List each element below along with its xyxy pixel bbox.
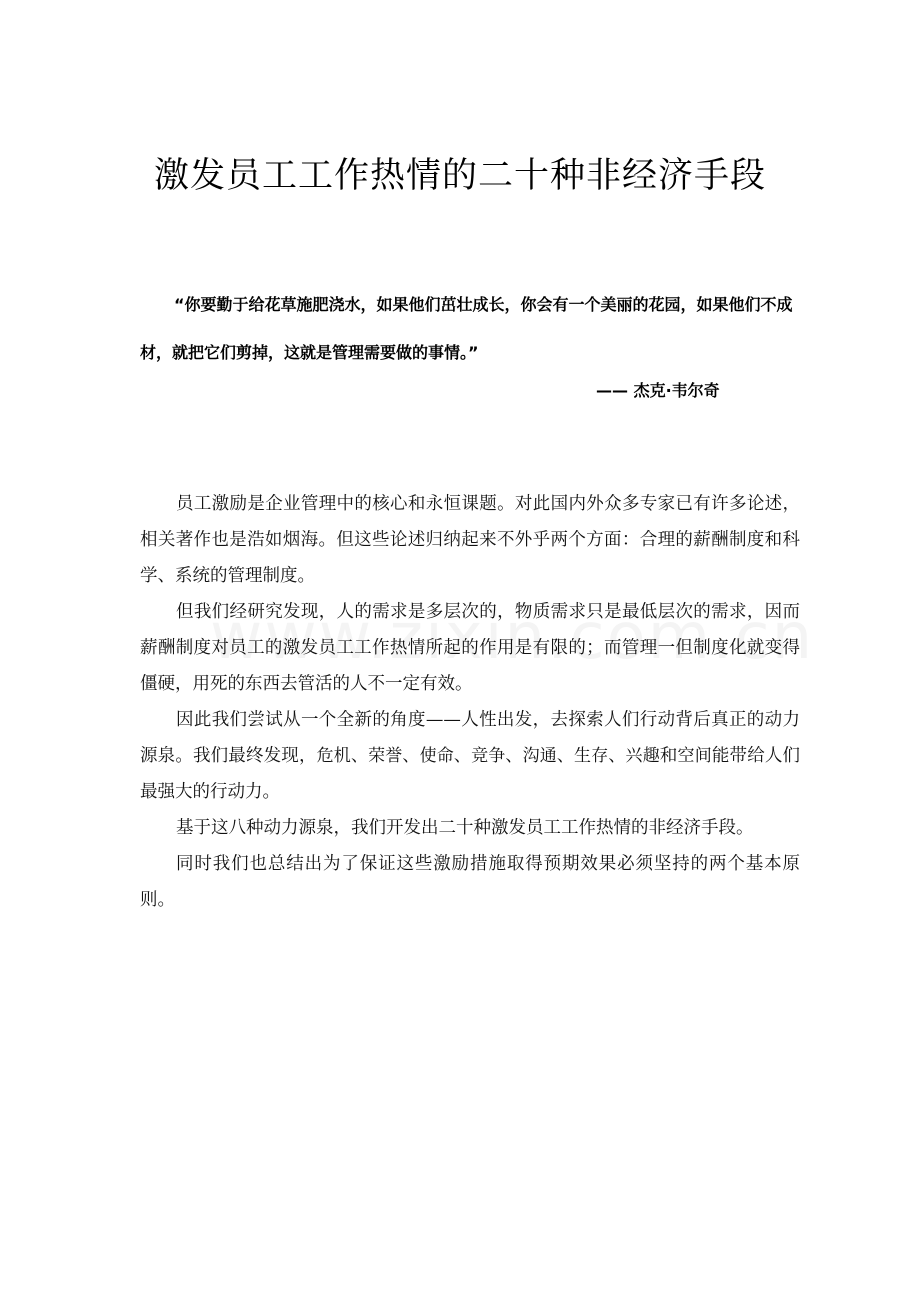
paragraph-3-tail: 能带给人们最强大的行动力。 xyxy=(140,746,801,802)
epigraph-quote: “你要勤于给花草施肥浇水，如果他们茁壮成长，你会有一个美丽的花园，如果他们不成材，就把它们剪掉，这就是管理需要做的事情。” xyxy=(140,295,793,362)
paragraph-3-joiner: 和 xyxy=(659,746,678,766)
paragraph-3-keyword-last: 空间 xyxy=(677,746,712,766)
page-title: 激发员工工作热情的二十种非经济手段 xyxy=(153,156,766,196)
paragraph-1: 员工激励是企业管理中的核心和永恒课题。对此国内外众多专家已有许多论述，相关著作也是浩如烟海。但这些论述归纳起来不外乎两个方面：合理的薪酬制度和科学、系统的管理制度。 xyxy=(140,494,800,586)
paragraph-2: 但我们经研究发现，人的需求是多层次的，物质需求只是最低层次的需求，因而薪酬制度对员工的激发员工工作热情所起的作用是有限的；而管理一但制度化就变得僵硬，用死的东西去管活的人不一定有效。 xyxy=(140,602,800,694)
paragraph-5: 同时我们也总结出为了保证这些激励措施取得预期效果必须坚持的两个基本原则。 xyxy=(140,854,800,910)
epigraph-author: —— 杰克·韦尔奇 xyxy=(596,381,720,400)
paragraph-3-keywords: 危机、荣誉、使命、竞争、沟通、生存、兴趣 xyxy=(316,746,660,766)
body-text xyxy=(140,486,800,918)
paragraph-4: 基于这八种动力源泉，我们开发出二十种激发员工工作热情的非经济手段。 xyxy=(176,818,754,838)
paragraph-3 xyxy=(140,702,800,810)
paragraph-3-lead: 因此我们尝试从一个全新的角度——人性出发，去探索人们行动背后真正的动力源泉。我们最终发现， xyxy=(140,710,800,766)
